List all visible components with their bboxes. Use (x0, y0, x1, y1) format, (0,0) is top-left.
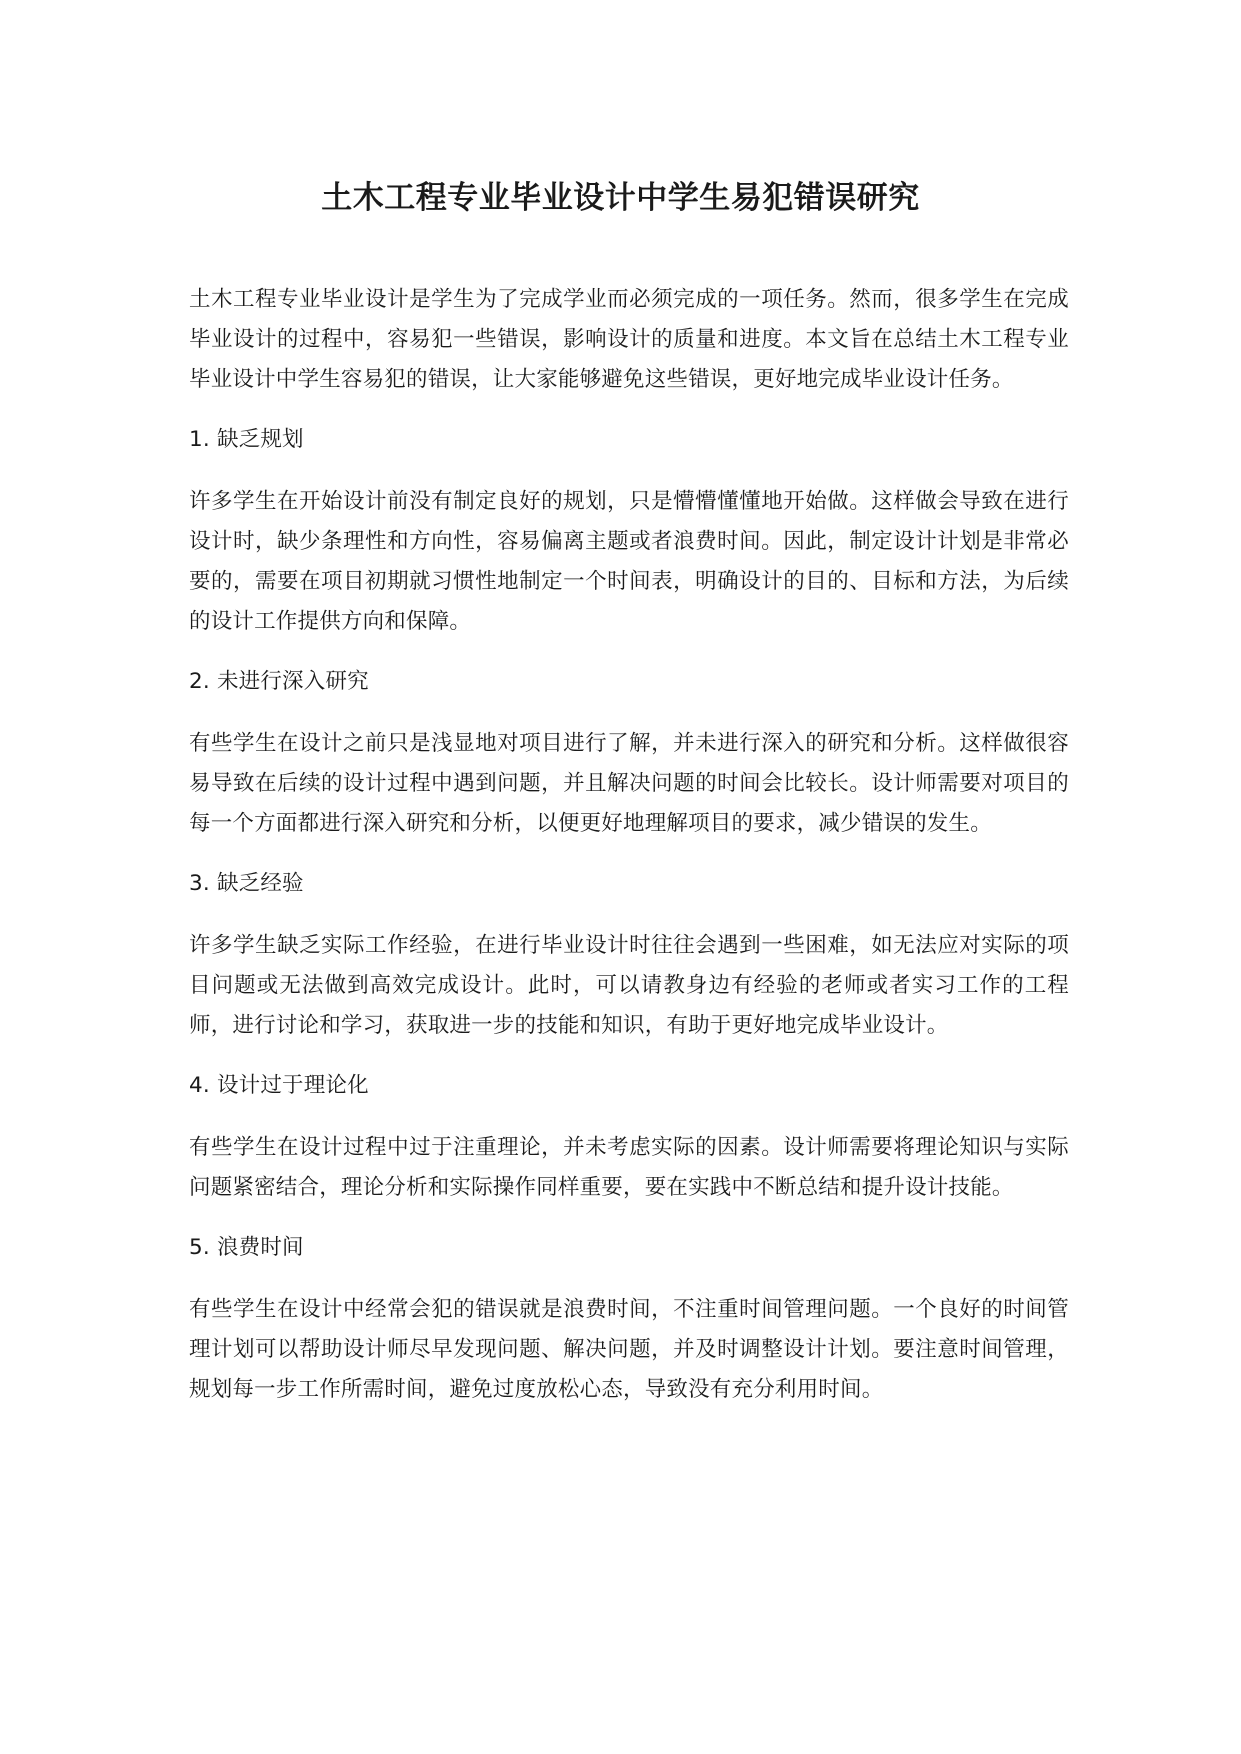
section-paragraph: 有些学生在设计之前只是浅显地对项目进行了解，并未进行深入的研究和分析。这样做很容易导致在后续的设计过程中遇到问题，并且解决问题的时间会比较长。设计师需要对项目的每一个方面都进行深入研究和分析，以便更好地理解项目的要求，减少错误的发生。 (189, 731, 1069, 836)
section-heading: 1. 缺乏规划 (189, 427, 304, 452)
section-heading: 3. 缺乏经验 (189, 871, 304, 896)
section-heading: 5. 浪费时间 (189, 1235, 304, 1260)
intro-paragraph: 土木工程专业毕业设计是学生为了完成学业而必须完成的一项任务。然而，很多学生在完成毕业设计的过程中，容易犯一些错误，影响设计的质量和进度。本文旨在总结土木工程专业毕业设计中学生容易犯的错误，让大家能够避免这些错误，更好地完成毕业设计任务。 (189, 287, 1069, 392)
section-paragraph: 有些学生在设计中经常会犯的错误就是浪费时间，不注重时间管理问题。一个良好的时间管理计划可以帮助设计师尽早发现问题、解决问题，并及时调整设计计划。要注意时间管理，规划每一步工作所需时间，避免过度放松心态，导致没有充分利用时间。 (189, 1297, 1069, 1402)
section (189, 864, 1069, 1046)
section-paragraph: 有些学生在设计过程中过于注重理论，并未考虑实际的因素。设计师需要将理论知识与实际问题紧密结合，理论分析和实际操作同样重要，要在实践中不断总结和提升设计技能。 (189, 1135, 1069, 1200)
section-heading: 4. 设计过于理论化 (189, 1073, 369, 1098)
section (189, 1066, 1069, 1208)
section-heading: 2. 未进行深入研究 (189, 669, 369, 694)
document-title: 土木工程专业毕业设计中学生易犯错误研究 (321, 180, 920, 216)
document-body (189, 280, 1069, 1430)
section-paragraph: 许多学生在开始设计前没有制定良好的规划，只是懵懵懂懂地开始做。这样做会导致在进行设计时，缺少条理性和方向性，容易偏离主题或者浪费时间。因此，制定设计计划是非常必要的，需要在项目初期就习惯性地制定一个时间表，明确设计的目的、目标和方法，为后续的设计工作提供方向和保障。 (189, 489, 1069, 634)
section-paragraph: 许多学生缺乏实际工作经验，在进行毕业设计时往往会遇到一些困难，如无法应对实际的项目问题或无法做到高效完成设计。此时，可以请教身边有经验的老师或者实习工作的工程师，进行讨论和学习，获取进一步的技能和知识，有助于更好地完成毕业设计。 (189, 933, 1069, 1038)
section (189, 662, 1069, 844)
section (189, 420, 1069, 642)
section (189, 1228, 1069, 1410)
